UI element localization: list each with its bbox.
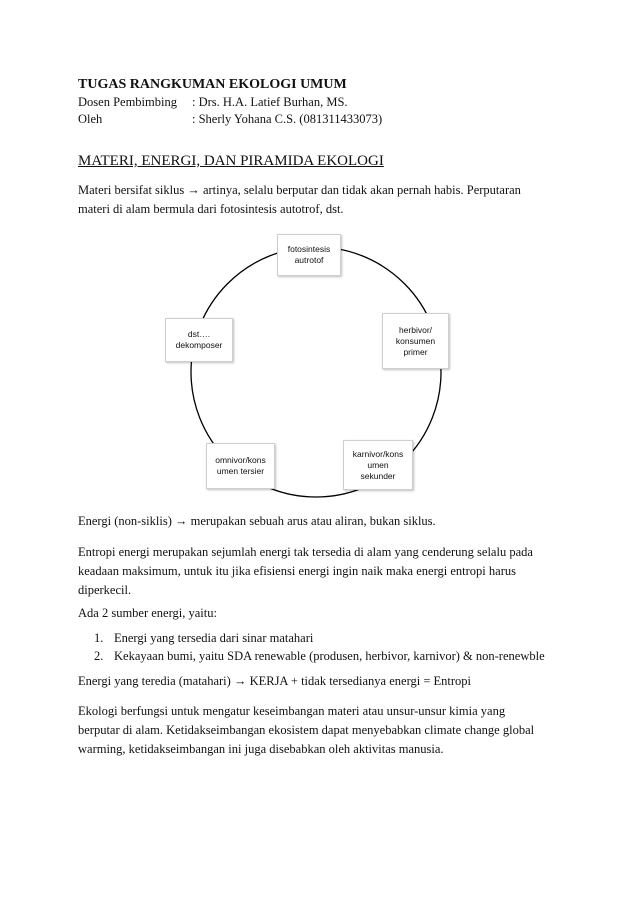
- entropi-line-2: keadaan maksimum, untuk itu jika efisiensi energi ingin naik maka energi entropi harus: [78, 564, 516, 578]
- dosen-label: Dosen Pembimbing: [78, 95, 177, 109]
- list-item: [94, 629, 545, 647]
- entropi-line-3: diperkecil.: [78, 583, 132, 597]
- energi-paragraph: [78, 512, 568, 531]
- document-title: TUGAS RANGKUMAN EKOLOGI UMUM: [78, 77, 347, 92]
- ekologi-line-3: warming, ketidakseimbangan ini juga disebabkan oleh aktivitas manusia.: [78, 742, 444, 756]
- oleh-label: Oleh: [78, 112, 103, 126]
- list-item-number: 2.: [94, 649, 104, 663]
- energi-line: Energi (non-siklis) → merupakan sebuah arus atau aliran, bukan siklus.: [78, 514, 436, 528]
- node-omnivor: omnivor/kons umen tersier: [206, 443, 275, 489]
- node-fotosintesis: fotosintesis autrotof: [277, 234, 341, 276]
- sumber-intro: Ada 2 sumber energi, yaitu:: [78, 606, 217, 620]
- intro-line-2: materi di alam bermula dari fotosintesis autotrof, dst.: [78, 202, 344, 216]
- section-title: MATERI, ENERGI, DAN PIRAMIDA EKOLOGI: [78, 153, 384, 169]
- node-dekomposer: dst…. dekomposer: [165, 318, 233, 362]
- ekologi-line-2: berputar di alam. Ketidakseimbangan ekosistem dapat menyebabkan climate change global: [78, 723, 535, 737]
- entropi-paragraph: [78, 543, 568, 600]
- intro-line-1: Materi bersifat siklus → artinya, selalu berputar dan tidak akan pernah habis. Perputaran: [78, 183, 521, 197]
- dosen-value: : Drs. H.A. Latief Burhan, MS.: [192, 95, 348, 109]
- entropi-line-1: Entropi energi merupakan sejumlah energi tak tersedia di alam yang cenderung selalu pada: [78, 545, 533, 559]
- list-item: [94, 647, 545, 665]
- formula-paragraph: [78, 672, 568, 691]
- oleh-value: : Sherly Yohana C.S. (081311433073): [192, 112, 383, 126]
- ekologi-line-1: Ekologi berfungsi untuk mengatur keseimbangan materi atau unsur-unsur kimia yang: [78, 704, 506, 718]
- ekologi-paragraph: [78, 702, 568, 759]
- list-item-text: Energi yang tersedia dari sinar matahari: [114, 631, 314, 645]
- list-item-text: Kekayaan bumi, yaitu SDA renewable (produsen, herbivor, karnivor) & non-renewble: [114, 649, 545, 663]
- sumber-intro-paragraph: [78, 604, 568, 623]
- node-herbivor: herbivor/ konsumen primer: [382, 313, 449, 369]
- node-karnivor: karnivor/kons umen sekunder: [343, 440, 413, 490]
- formula-line: Energi yang teredia (matahari) → KERJA + tidak tersedianya energi = Entropi: [78, 674, 472, 688]
- sumber-list: [94, 629, 545, 665]
- list-item-number: 1.: [94, 631, 104, 645]
